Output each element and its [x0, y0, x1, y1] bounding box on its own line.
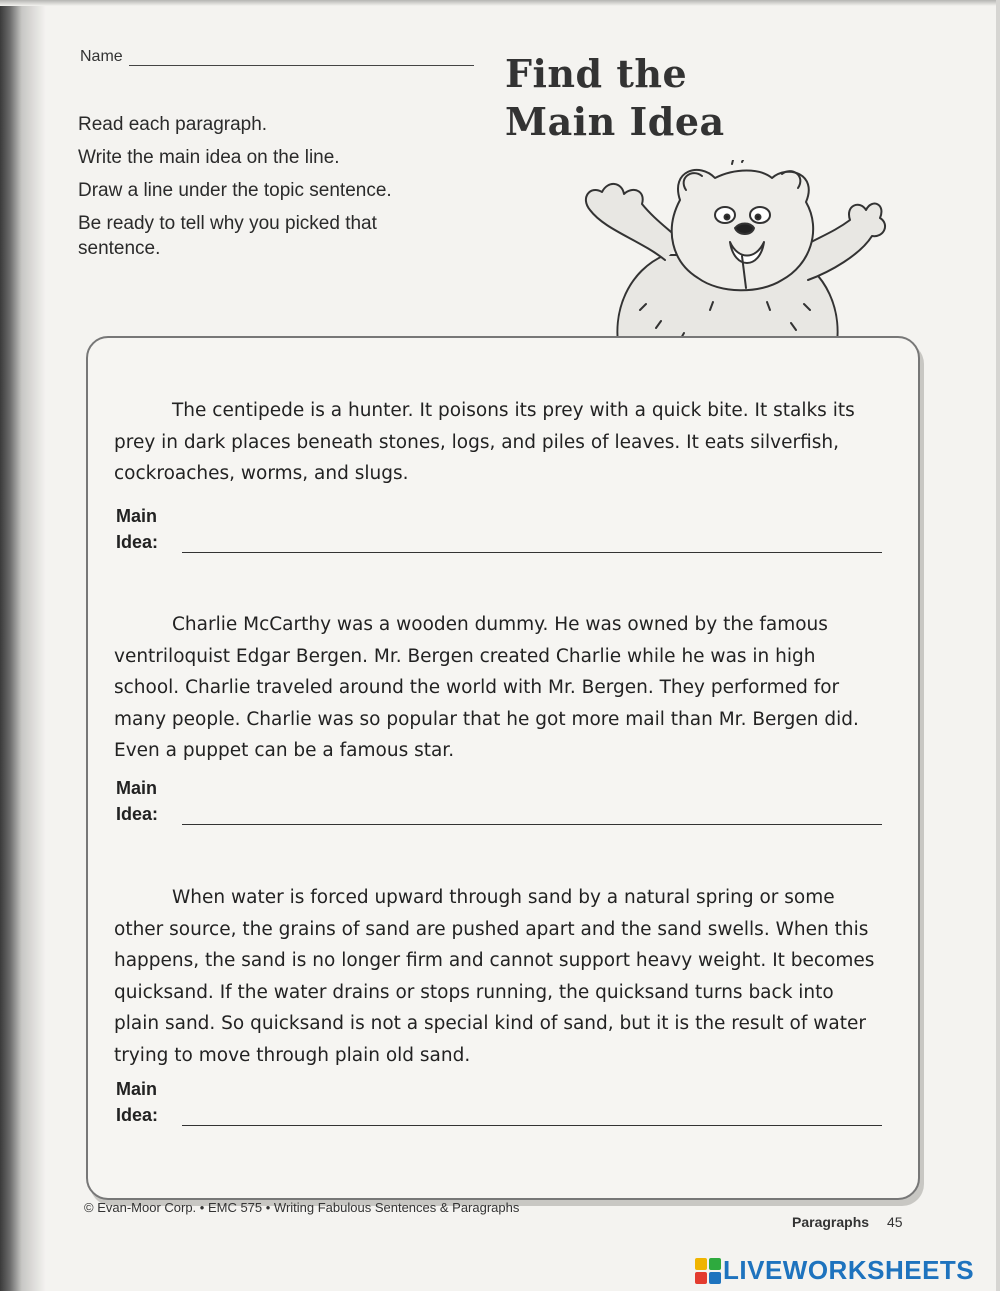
page-number: 45	[886, 1214, 903, 1230]
page-right-edge	[996, 0, 1000, 1291]
book-binding	[0, 0, 22, 1291]
main-idea-label: Main	[116, 778, 158, 798]
main-idea-label: Idea:	[116, 532, 159, 552]
title-line: Main Idea	[505, 99, 725, 144]
logo-square	[709, 1272, 721, 1284]
liveworksheets-text: LIVEWORKSHEETS	[723, 1255, 975, 1285]
bear-illustration	[560, 160, 890, 355]
paragraph-text: Charlie McCarthy was a wooden dummy. He was owned by the famous ventriloquist Edgar Bergen. Mr. Bergen created Charlie while he was in high school. Charlie traveled around the world with Mr. Bergen. They performed for many people. Charlie was so popular that he got more mail than Mr. Bergen did. Even a puppet can be a famous star.	[114, 614, 859, 761]
page-title	[505, 50, 805, 146]
paragraph-3	[114, 882, 884, 1071]
main-idea-3	[116, 1076, 158, 1128]
paragraph-2	[114, 609, 884, 767]
instructions	[78, 108, 458, 261]
name-row	[80, 48, 474, 66]
logo-square	[695, 1272, 707, 1284]
main-idea-answer-line[interactable]	[182, 824, 882, 825]
logo-square	[709, 1258, 721, 1270]
paragraph-1	[114, 395, 884, 490]
footer-section: Paragraphs	[792, 1214, 870, 1230]
main-idea-label: Main	[116, 1079, 158, 1099]
paragraph-text: When water is forced upward through sand by a natural spring or some other source, the grains of sand are pushed apart and the sand swells. When this happens, the sand is no longer firm and cannot support heavy weight. It becomes quicksand. If the water drains or stops running, the quicksand turns back into plain sand. So quicksand is not a special kind of sand, but it is the result of water trying to move through plain old sand.	[114, 887, 875, 1066]
name-label: Name	[80, 48, 123, 65]
instruction-line: Read each paragraph.	[78, 114, 268, 135]
title-line: Find the	[505, 51, 688, 96]
liveworksheets-logo-icon	[695, 1258, 721, 1284]
instruction-line: Write the main idea on the line.	[78, 147, 340, 168]
paragraph-text: The centipede is a hunter. It poisons its prey with a quick bite. It stalks its prey in dark places beneath stones, logs, and piles of leaves. It eats silverfish, cockroaches, worms, and slugs.	[114, 400, 855, 484]
instruction-line: Draw a line under the topic sentence.	[78, 180, 392, 201]
main-idea-answer-line[interactable]	[182, 1125, 882, 1126]
main-idea-label: Idea:	[116, 804, 159, 824]
footer-page-info	[792, 1214, 903, 1230]
footer-copyright: © Evan-Moor Corp. • EMC 575 • Writing Fabulous Sentences & Paragraphs	[84, 1200, 520, 1215]
main-idea-answer-line[interactable]	[182, 552, 882, 553]
name-field[interactable]	[129, 53, 474, 66]
main-idea-label: Idea:	[116, 1105, 159, 1125]
main-idea-label: Main	[116, 506, 158, 526]
main-idea-1	[116, 503, 158, 555]
liveworksheets-watermark	[695, 1255, 974, 1286]
instruction-line: Be ready to tell why you picked that sentence.	[78, 213, 377, 259]
main-idea-2	[116, 775, 158, 827]
page-top-edge	[0, 0, 1000, 6]
binding-shadow	[22, 0, 46, 1291]
logo-square	[695, 1258, 707, 1270]
